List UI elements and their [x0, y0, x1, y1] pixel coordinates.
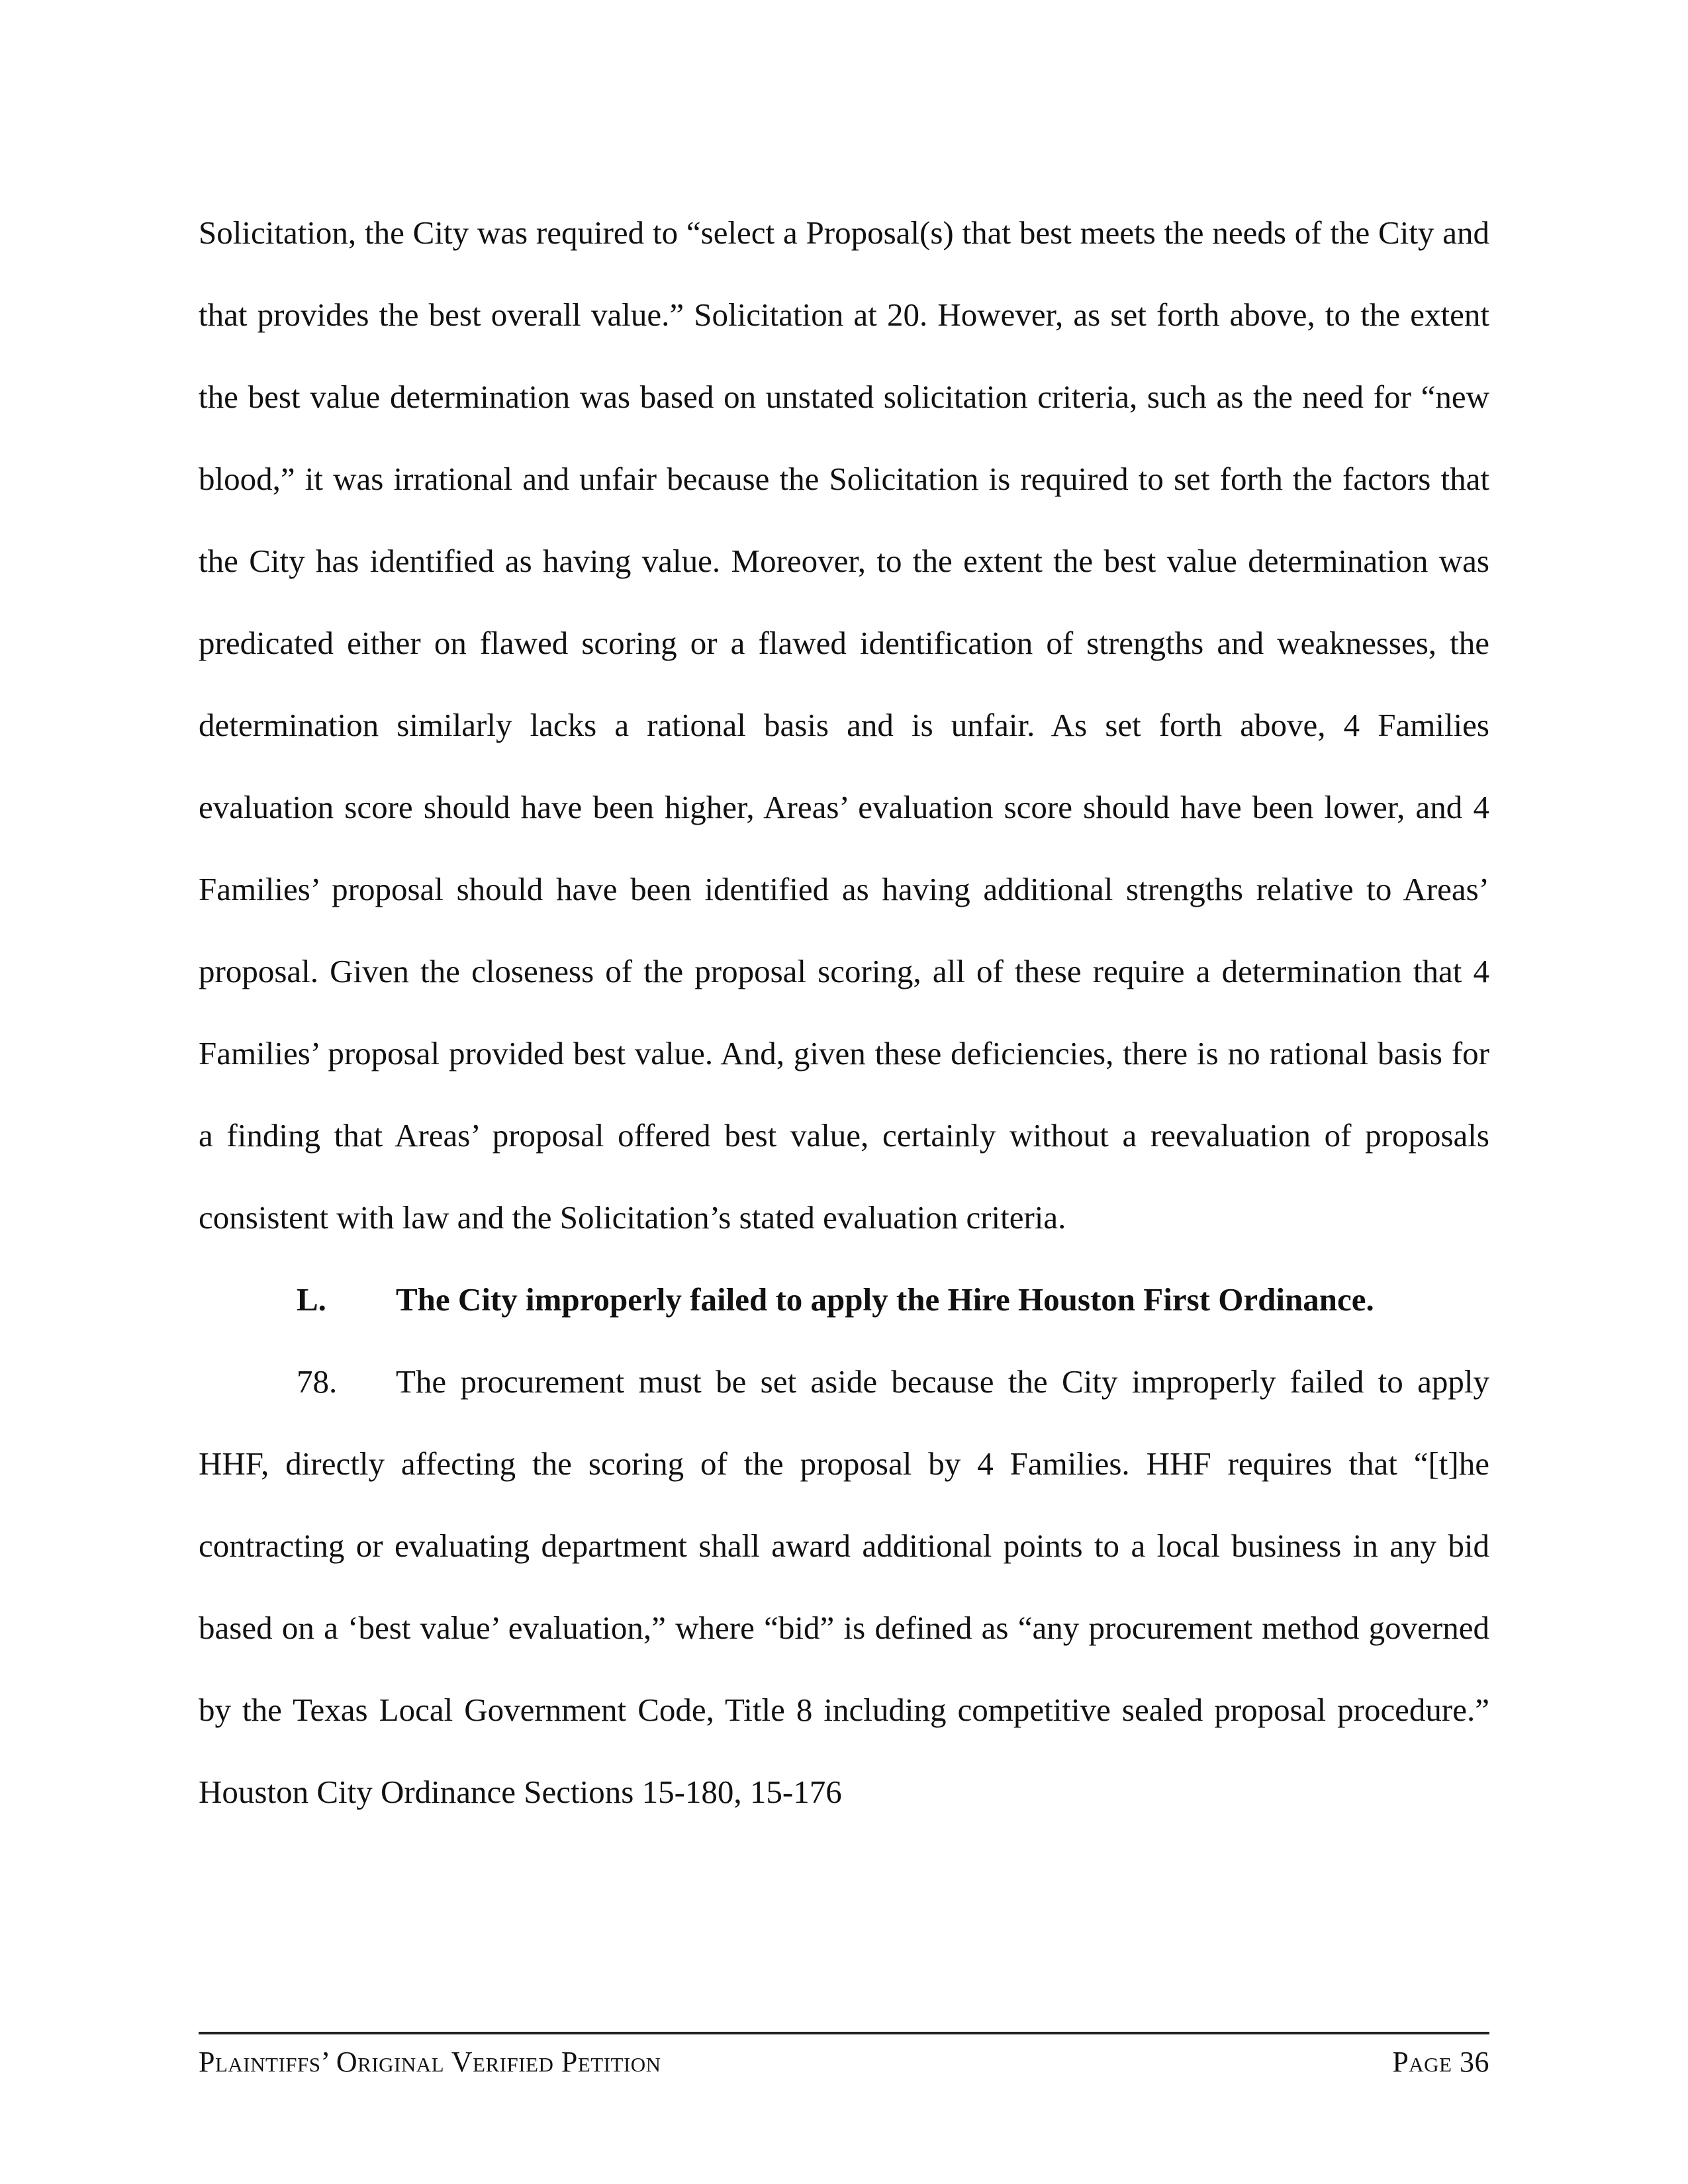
document-body	[199, 192, 1489, 1833]
paragraph-continuation: Solicitation, the City was required to “select a Proposal(s) that best meets the needs of the City and that provides the best overall value.” Solicitation at 20. However, as set forth above, to the extent the best value determination was based on unstated solicitation criteria, such as the need for “new blood,” it was irrational and unfair because the Solicitation is required to set forth the factors that the City has identified as having value. Moreover, to the extent the best value determination was predicated either on flawed scoring or a flawed identification of strengths and weaknesses, the determination similarly lacks a rational basis and is unfair. As set forth above, 4 Families evaluation score should have been higher, Areas’ evaluation score should have been lower, and 4 Families’ proposal should have been identified as having additional strengths relative to Areas’ proposal. Given the closeness of the proposal scoring, all of these require a determination that 4 Families’ proposal provided best value. And, given these deficiencies, there is no rational basis for a finding that Areas’ proposal offered best value, certainly without a reevaluation of proposals consistent with law and the Solicitation’s stated evaluation criteria.	[199, 214, 1489, 1236]
page-footer	[199, 2045, 1489, 2079]
footer-divider	[199, 2032, 1489, 2034]
footer-page-number: Page 36	[1392, 2046, 1489, 2078]
paragraph-78	[199, 1341, 1489, 1833]
section-heading	[199, 1259, 1489, 1341]
paragraph-78-text: The procurement must be set aside because the City improperly failed to apply HHF, directly affecting the scoring of the proposal by 4 Families. HHF requires that “[t]he contracting or evaluating department shall award additional points to a local business in any bid based on a ‘best value’ evaluation,” where “bid” is defined as “any procurement method governed by the Texas Local Government Code, Title 8 including competitive sealed proposal procedure.” Houston City Ordinance Sections 15-180, 15-176	[199, 1363, 1489, 1810]
section-title: The City improperly failed to apply the Hire Houston First Ordinance.	[396, 1281, 1374, 1318]
paragraph-number: 78.	[297, 1363, 338, 1400]
section-letter: L.	[297, 1281, 326, 1318]
footer-document-title: Plaintiffs’ Original Verified Petition	[199, 2046, 661, 2078]
